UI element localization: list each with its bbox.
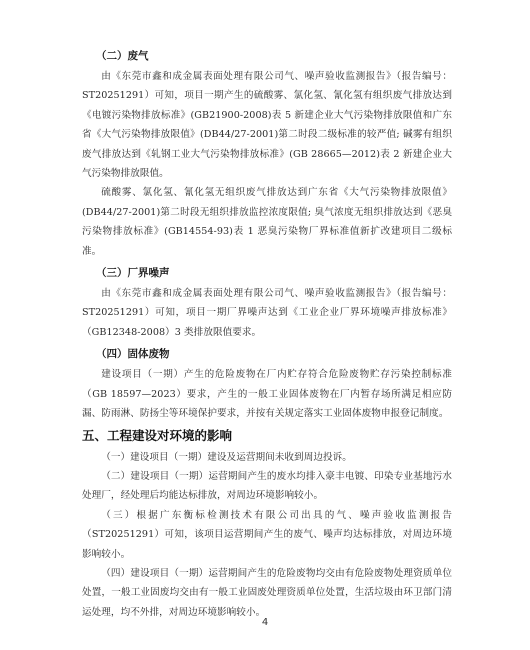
gas-paragraph-1: 由《东莞市鑫和成金属表面处理有限公司气、噪声验收监测报告》（报告编号：ST20251291）可知，项目一期产生的硫酸雾、氯化氢、氰化氢有组织废气排放达到《电镀污染物排放标准》(GB21900-2008)表 5 新建企业大气污染物排放限值和广东省《大气污染物排放限值》(DB44/27-2001)第二时段二级标准的较严值; 碱雾有组织废气排放达到《轧钢工业大气污染物排放标准》(GB 28665—2012)表 2 新建企业大气污染物排放限值。	[82, 71, 452, 180]
page-number: 4	[261, 617, 269, 628]
impact-paragraph-4: （四）建设项目（一期）运营期间产生的危险废物均交由有危险废物处理资质单位处置，一般工业固废均交由有一般工业固废处理资质单位处置，生活垃圾由环卫部门清运处理，均不外排，对周边环境影响较小。	[82, 567, 452, 618]
section-heading-impact: 五、工程建设对环境的影响	[82, 427, 233, 443]
noise-paragraph: 由《东莞市鑫和成金属表面处理有限公司气、噪声验收监测报告》（报告编号：ST20251291）可知，项目一期厂界噪声达到《工业企业厂界环境噪声排放标准》（GB12348-2008）3 类排放限值要求。	[82, 288, 452, 338]
impact-paragraph-1: （一）建设项目（一期）建设及运营期间未收到周边投诉。	[101, 451, 352, 463]
impact-paragraph-3: （三）根据广东衡标检测技术有限公司出具的气、噪声验收监测报告（ST20251291）可知，该项目运营期间产生的废气、噪声均达标排放，对周边环境影响较小。	[82, 509, 452, 560]
section-heading-gas: （二）废气	[96, 50, 149, 62]
page-content	[82, 44, 452, 622]
impact-paragraph-2: （二）建设项目（一期）运营期间产生的废水均排入豪丰电镀、印染专业基地污水处理厂，经处理后均能达标排放，对周边环境影响较小。	[82, 470, 452, 502]
section-heading-solid-waste: （四）固体废物	[96, 348, 170, 361]
section-heading-noise: （三）厂界噪声	[96, 267, 170, 280]
gas-paragraph-2: 硫酸雾、氯化氢、氰化氢无组织废气排放达到广东省《大气污染物排放限值》(DB44/27-2001)第二时段无组织排放监控浓度限值; 臭气浓度无组织排放达到《恶臭污染物排放标准》(GB14554-93)表 1 恶臭污染物厂界标准值新扩改建项目二级标准。	[82, 187, 452, 257]
solid-waste-paragraph: 建设项目（一期）产生的危险废物在厂内贮存符合危险废物贮存污染控制标准 （GB 18597—2023）要求，产生的一般工业固体废物在厂内暂存场所满足相应防漏、防雨淋、防扬尘等环境保护要求，并按有关规定落实工业固体废物申报登记制度。	[82, 369, 452, 420]
